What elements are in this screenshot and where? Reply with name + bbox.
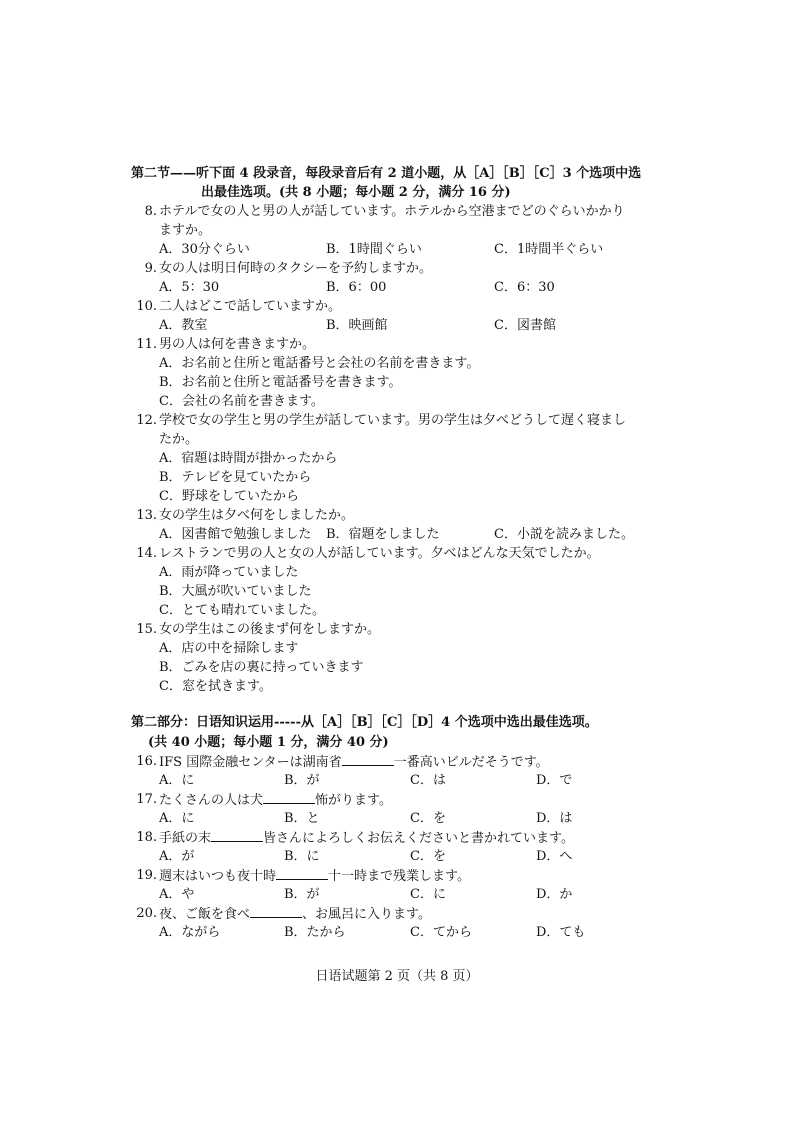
question-text: [159, 829, 574, 848]
question-number: 13.: [136, 508, 157, 523]
question-number: 14.: [136, 546, 157, 561]
question-text: 男の人は何を書きますか。: [159, 337, 316, 352]
option-d: D．で: [536, 773, 573, 788]
option-b: B．が: [284, 773, 320, 788]
question-text: 学校で女の学生と男の学生が話しています。男の学生は夕べどうして遅く寝まし: [159, 413, 626, 428]
question-text-after: 十一時まで残業します。: [328, 869, 470, 884]
question-text-cont: たか。: [159, 432, 199, 447]
option-d: D．か: [536, 887, 573, 902]
option-d: D．ても: [536, 925, 586, 940]
question-text: ホテルで女の人と男の人が話しています。ホテルから空港までどのぐらいかかり: [159, 204, 625, 219]
question-number: 8.: [144, 204, 157, 219]
option-a: A．ながら: [159, 925, 221, 940]
question-text: [159, 791, 392, 810]
question-number: 18.: [136, 830, 157, 845]
question-text-cont: ますか。: [159, 223, 212, 238]
option-b: B．と: [284, 811, 320, 826]
option-b: B．宿題をしました: [326, 527, 440, 542]
answer-blank: [263, 791, 315, 804]
option-b: B．テレビを見ていたから: [159, 470, 312, 485]
question-text-before: たくさんの人は犬: [159, 793, 264, 808]
option-c: C．とても晴れていました。: [159, 603, 325, 618]
question-text: 女の人は明日何時のタクシーを予約しますか。: [159, 261, 433, 276]
question-number: 15.: [136, 622, 157, 637]
question-text: [159, 753, 549, 772]
option-b: B．1時間ぐらい: [326, 242, 422, 257]
question-number: 12.: [136, 413, 157, 428]
option-a: A．30分ぐらい: [159, 242, 250, 257]
question-text-after: 、お風呂に入ります。: [302, 907, 431, 922]
option-a: A．5：30: [159, 280, 220, 295]
option-b: B．映画館: [326, 318, 388, 333]
question-text: 二人はどこで話していますか。: [159, 299, 342, 314]
part-header-line1: 第二部分：日语知识运用-----从［A］［B］［C］［D］4 个选项中选出最佳选项。: [131, 715, 598, 730]
option-a: A．教室: [159, 318, 208, 333]
option-b: B．大風が吹いていました: [159, 584, 312, 599]
option-c: C．てから: [410, 925, 472, 940]
option-a: A．雨が降っていました: [159, 565, 299, 580]
part-header-line2: (共 40 小题；每小题 1 分，满分 40 分): [148, 735, 389, 750]
option-c: C．会社の名前を書きます。: [159, 394, 324, 409]
question-text-before: 週末はいつも夜十時: [159, 869, 277, 884]
option-b: B．ごみを店の裏に持っていきます: [159, 660, 364, 675]
question-number: 17.: [136, 792, 157, 807]
question-text: 女の学生は夕べ何をしましたか。: [159, 508, 355, 523]
option-a: A．に: [159, 811, 195, 826]
question-text-before: 手紙の末: [159, 831, 212, 846]
option-c: C．6：30: [494, 280, 555, 295]
option-a: A．や: [159, 887, 195, 902]
question-text: 女の学生はこの後まず何をしますか。: [159, 622, 381, 637]
option-d: D．へ: [536, 849, 573, 864]
question-number: 19.: [136, 868, 157, 883]
section-header-line2: 出最佳选项。(共 8 小题；每小题 2 分，满分 16 分): [201, 185, 511, 200]
option-a: A．お名前と住所と電話番号と会社の名前を書きます。: [159, 356, 480, 371]
question-text-before: IFS 国際金融センターは湖南省: [159, 755, 342, 770]
answer-blank: [342, 753, 394, 766]
option-a: A．に: [159, 773, 195, 788]
answer-blank: [211, 829, 263, 842]
question-number: 16.: [136, 754, 157, 769]
option-b: B．たから: [284, 925, 346, 940]
option-b: B．6：00: [326, 280, 387, 295]
question-number: 10.: [136, 299, 157, 314]
question-text: [159, 905, 431, 924]
page-footer: 日语试题第 2 页（共 8 页）: [315, 969, 479, 984]
option-a: A．が: [159, 849, 195, 864]
answer-blank: [250, 905, 302, 918]
question-text-after: 皆さんによろしくお伝えくださいと書かれています。: [263, 831, 574, 846]
option-a: A．図書館で勉強しました: [159, 527, 312, 542]
option-c: C．野球をしていたから: [159, 489, 299, 504]
option-c: C．図書館: [494, 318, 556, 333]
option-c: C．は: [410, 773, 446, 788]
question-number: 20.: [136, 906, 157, 921]
question-text: レストランで男の人と女の人が話しています。夕べはどんな天気でしたか。: [159, 546, 600, 561]
option-a: A．宿題は時間が掛かったから: [159, 451, 338, 466]
question-text-after: 一番高いビルだそうです。: [393, 755, 549, 770]
option-c: C．に: [410, 887, 446, 902]
option-b: B．が: [284, 887, 320, 902]
option-c: C．小説を読みました。: [494, 527, 634, 542]
option-a: A．店の中を掃除します: [159, 641, 299, 656]
option-d: D．は: [536, 811, 573, 826]
option-c: C．1時間半ぐらい: [494, 242, 604, 257]
option-c: C．を: [410, 811, 446, 826]
option-c: C．を: [410, 849, 446, 864]
section-header-line1: 第二节——听下面 4 段录音，每段录音后有 2 道小题，从［A］［B］［C］3 个选项中选: [131, 166, 642, 181]
question-number: 11.: [136, 337, 157, 352]
option-b: B．に: [284, 849, 320, 864]
option-c: C．窓を拭きます。: [159, 679, 272, 694]
option-b: B．お名前と住所と電話番号を書きます。: [159, 375, 402, 390]
question-text-before: 夜、ご飯を食べ: [159, 907, 251, 922]
answer-blank: [276, 867, 328, 880]
question-text-after: 怖がります。: [315, 793, 392, 808]
question-number: 9.: [144, 261, 157, 276]
question-text: [159, 867, 470, 886]
